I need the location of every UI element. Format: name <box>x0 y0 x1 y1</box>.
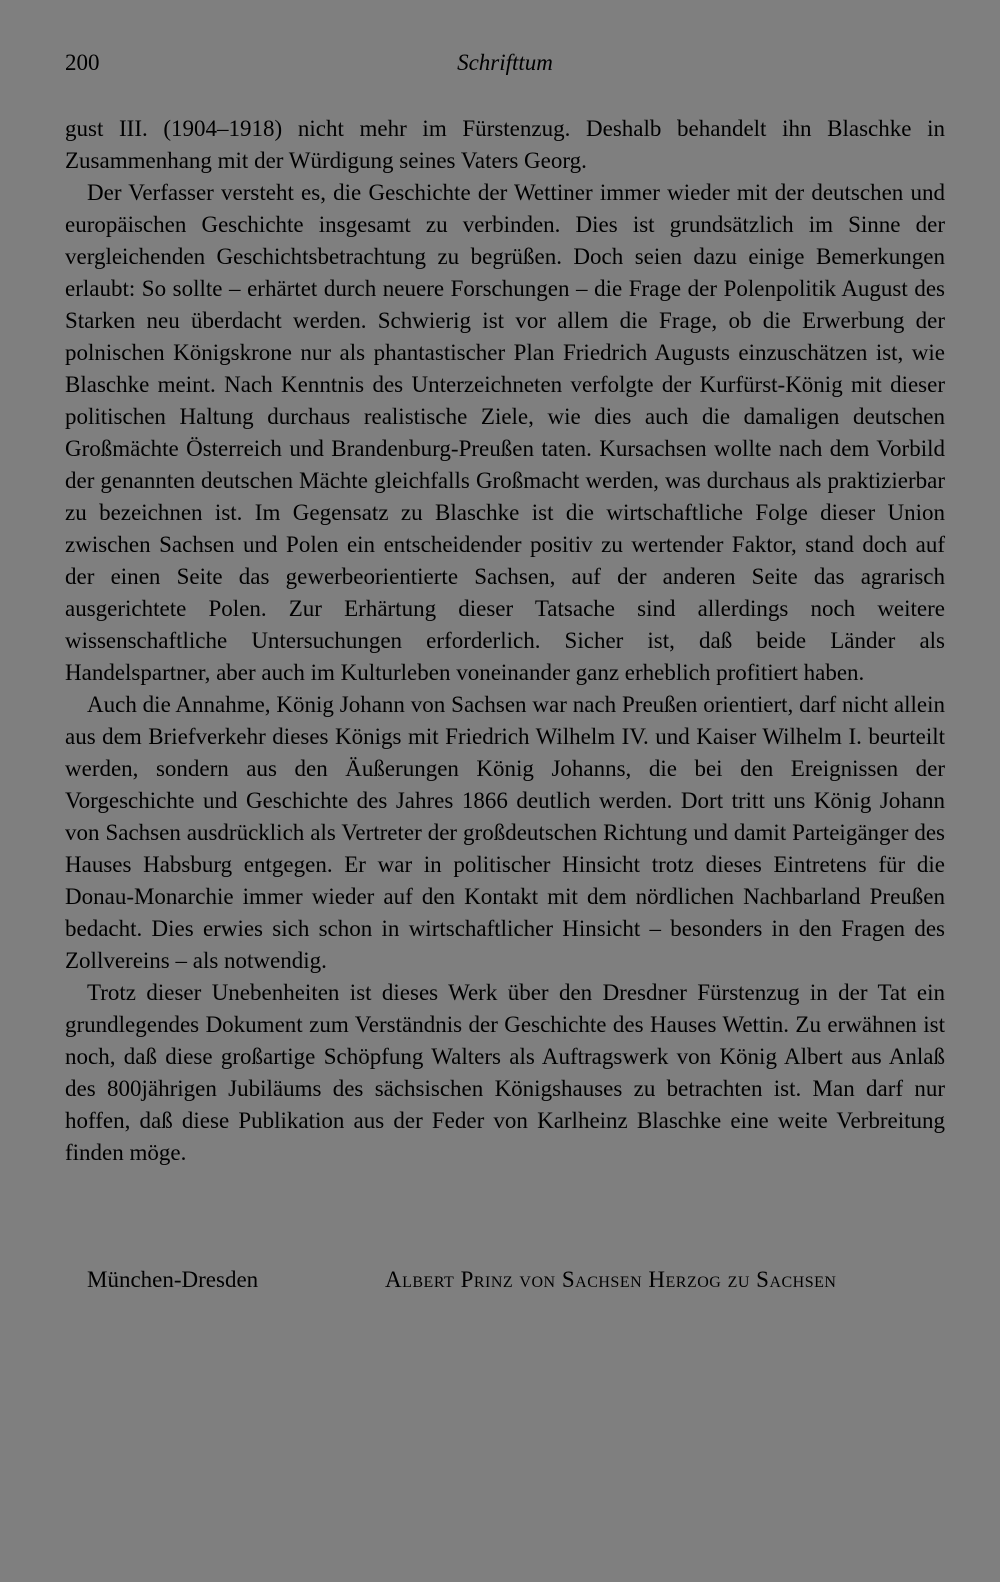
body-text <box>65 113 945 1169</box>
signature-line <box>87 1267 947 1303</box>
running-title: Schrifttum <box>457 50 553 75</box>
paragraph-wettiner-history: Der Verfasser versteht es, die Geschichte der Wettiner immer wieder mit der deutschen und europäischen Geschichte insgesamt zu verbinden. Dies ist grundsätzlich im Sinne der vergleichenden Geschichtsbetrachtung zu begrüßen. Doch seien dazu einige Bemerkungen erlaubt: So sollte – erhärtet durch neuere Forschungen – die Frage der Polenpolitik August des Starken neu überdacht werden. Schwierig ist vor allem die Frage, ob die Erwerbung der polnischen Königskrone nur als phantastischer Plan Friedrich Augusts einzuschätzen ist, wie Blaschke meint. Nach Kenntnis des Unterzeichneten verfolgte der Kurfürst-König mit dieser politischen Haltung durchaus realistische Ziele, wie dies auch die damaligen deutschen Großmächte Österreich und Brandenburg-Preußen taten. Kursachsen wollte nach dem Vorbild der genannten deutschen Mächte gleichfalls Großmacht werden, was durchaus als praktizierbar zu bezeichnen ist. Im Gegensatz zu Blaschke ist die wirtschaftliche Folge dieser Union zwischen Sachsen und Polen ein entscheidender positiv zu wertender Faktor, stand doch auf der einen Seite das gewerbeorientierte Sachsen, auf der anderen Seite das agrarisch ausgerichtete Polen. Zur Erhärtung dieser Tatsache sind allerdings noch weitere wissenschaftliche Untersuchungen erforderlich. Sicher ist, daß beide Länder als Handelspartner, aber auch im Kulturleben voneinander ganz erheblich profitiert haben. <box>65 180 945 685</box>
paragraph-continuation: gust III. (1904–1918) nicht mehr im Fürstenzug. Deshalb behandelt ihn Blaschke in Zusammenhang mit der Würdigung seines Vaters Georg. <box>65 116 945 173</box>
page-number: 200 <box>65 50 100 75</box>
page-header <box>65 50 945 86</box>
signature-place: München-Dresden <box>87 1267 259 1292</box>
signature-author: Albert Prinz von Sachsen Herzog zu Sachsen <box>385 1267 837 1292</box>
paragraph-conclusion: Trotz dieser Unebenheiten ist dieses Werk über den Dresdner Fürstenzug in der Tat ein grundlegendes Dokument zum Verständnis der Geschichte des Hauses Wettin. Zu erwähnen ist noch, daß diese großartige Schöpfung Walters als Auftragswerk von König Albert aus Anlaß des 800jährigen Jubiläums des sächsischen Königshauses zu betrachten ist. Man darf nur hoffen, daß diese Publikation aus der Feder von Karlheinz Blaschke eine weite Verbreitung finden möge. <box>65 980 945 1165</box>
paragraph-koenig-johann: Auch die Annahme, König Johann von Sachsen war nach Preußen orientiert, darf nicht allein aus dem Briefverkehr dieses Königs mit Friedrich Wilhelm IV. und Kaiser Wilhelm I. beurteilt werden, sondern aus den Äußerungen König Johanns, die bei den Ereignissen der Vorgeschichte und Geschichte des Jahres 1866 deutlich werden. Dort tritt uns König Johann von Sachsen ausdrücklich als Vertreter der großdeutschen Richtung und damit Parteigänger des Hauses Habsburg entgegen. Er war in politischer Hinsicht trotz dieses Eintretens für die Donau-Monarchie immer wieder auf den Kontakt mit dem nördlichen Nachbarland Preußen bedacht. Dies erwies sich schon in wirtschaftlicher Hinsicht – besonders in den Fragen des Zollvereins – als notwendig. <box>65 692 945 973</box>
